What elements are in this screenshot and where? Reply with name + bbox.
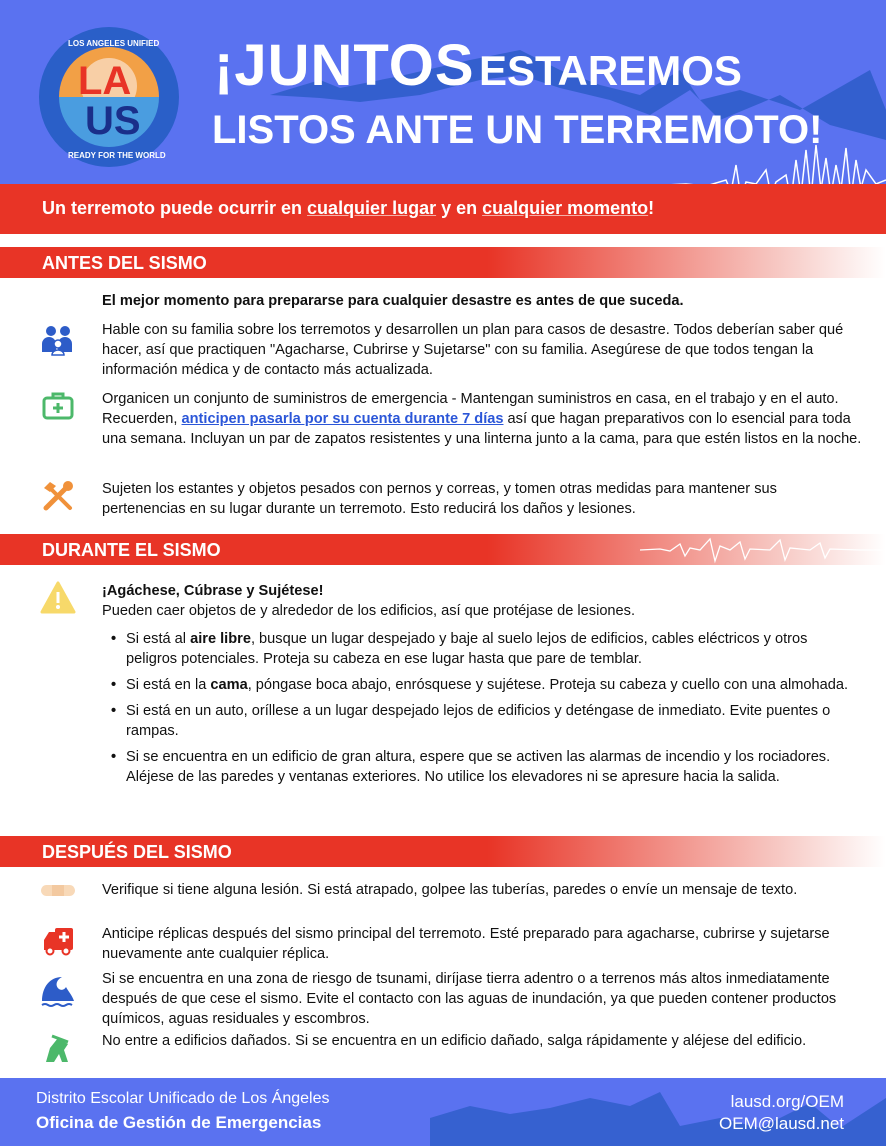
antes-item-1: Hable con su familia sobre los terremotos y desarrollen un plan para casos de desastre. Todos deberían saber qué hacer, así que practiquen "Agacharse, Cubrirse y Sujetarse" con su familia. Asegúrese de que todos tengan la información médica y de contacto más actualizada.: [102, 322, 844, 378]
tools-icon: [40, 478, 76, 514]
antes-item-3: Sujeten los estantes y objetos pesados con pernos y correas, y tomen otras medidas para mantener sus pertenencias en su lugar durante un terremoto. Esto reducirá los daños y lesiones.: [102, 481, 777, 517]
item-text: así que hagan preparativos con lo esencial para toda una semana. Incluyan un par de zapatos resistentes y una linterna junto a la cama, para que estén listos en la noche.: [102, 411, 862, 447]
title-line-1: [214, 32, 742, 99]
section-header-durante: [0, 534, 886, 565]
durante-intro: Pueden caer objetos de y alrededor de los edificios, así que protéjase de lesiones.: [102, 603, 636, 619]
antes-item-2: [102, 389, 862, 449]
title-big: ¡JUNTOS: [214, 33, 475, 98]
svg-text:READY FOR THE WORLD: READY FOR THE WORLD: [68, 151, 166, 160]
mountain-graphic: [430, 1078, 886, 1146]
banner-text: [42, 198, 654, 219]
bullet-item: • Si está en un auto, oríllese a un lugar despejado lejos de edificios y deténgase de inmediato. Evite puentes o rampas.: [102, 701, 862, 741]
durante-title: ¡Agáchese, Cúbrase y Sujétese!: [102, 583, 324, 599]
banner-underline-1: cualquier lugar: [307, 198, 437, 218]
bullet-item: [102, 629, 862, 669]
banner-mid: y en: [436, 198, 483, 218]
seismic-wave-graphic: [640, 534, 886, 565]
bullet-text: Si está al: [126, 631, 191, 647]
section-heading: DESPUÉS DEL SISMO: [42, 842, 232, 862]
durante-content: [102, 581, 862, 793]
section-header-antes: [0, 247, 886, 278]
footer: [0, 1078, 886, 1146]
bullet-item: [102, 675, 862, 695]
footer-office: Oficina de Gestión de Emergencias: [36, 1113, 322, 1132]
header: [0, 0, 886, 184]
first-aid-kit-icon: [40, 388, 76, 424]
bullet-bold: aire libre: [190, 631, 251, 647]
lausd-logo: [38, 26, 180, 168]
banner-underline-2: cualquier momento: [482, 198, 649, 218]
banner-pre: Un terremoto puede ocurrir en: [42, 198, 308, 218]
svg-text:LOS ANGELES UNIFIED: LOS ANGELES UNIFIED: [68, 39, 160, 48]
svg-text:US: US: [85, 99, 141, 143]
footer-url-link[interactable]: lausd.org/OEM: [730, 1092, 844, 1111]
seismic-wave-graphic: [666, 140, 886, 184]
subtitle-banner: [0, 184, 886, 234]
despues-item-2: Anticipe réplicas después del sismo principal del terremoto. Esté preparado para agacharse, cubrirse y sujetarse nuevamente ante cualquier réplica.: [102, 926, 830, 962]
banner-post: !: [648, 198, 655, 218]
section-heading: ANTES DEL SISMO: [42, 253, 207, 273]
bandage-icon: [40, 872, 76, 908]
seven-days-link[interactable]: anticipen pasarla por su cuenta durante 7 días: [181, 411, 504, 427]
durante-bullets: [102, 629, 862, 787]
svg-text:LA: LA: [78, 59, 132, 103]
bullet-item: • Si se encuentra en un edificio de gran altura, espere que se activen las alarmas de incendio y los rociadores. Aléjese de las paredes y ventanas exteriores. No utilice los elevadores ni se apresure hacia la salida.: [102, 747, 862, 787]
footer-email-link[interactable]: OEM@lausd.net: [719, 1114, 844, 1133]
despues-item-1: Verifique si tiene alguna lesión. Si está atrapado, golpee las tuberías, paredes o envíe un mensaje de texto.: [102, 882, 798, 898]
ambulance-icon: [40, 922, 76, 958]
tsunami-wave-icon: [40, 973, 76, 1009]
antes-intro: El mejor momento para prepararse para cualquier desastre es antes de que suceda.: [102, 293, 684, 309]
bullet-text: Si está en la: [126, 677, 211, 693]
item-text: Organicen un conjunto de suministros de emergencia - Mantengan suministros en casa, en el trabajo y en el auto. Recuerden,: [102, 391, 839, 427]
title-line-2: LISTOS ANTE UN TERREMOTO!: [212, 108, 823, 152]
bullet-text: , busque un lugar despejado y baje al suelo lejos de edificios, cables eléctricos y otros peligros potenciales. Proteja su cabeza en ese lugar hasta que pare de temblar.: [126, 631, 808, 667]
warning-icon: [40, 580, 76, 616]
section-header-despues: [0, 836, 886, 867]
family-icon: [40, 322, 76, 358]
bullet-text: , póngase boca abajo, enrósquese y sujétese. Proteja su cabeza y cuello con una almohada.: [247, 677, 849, 693]
bullet-bold: cama: [210, 677, 248, 693]
footer-org: Distrito Escolar Unificado de Los Ángeles: [36, 1090, 330, 1107]
title-small: ESTAREMOS: [478, 47, 742, 94]
despues-item-3: Si se encuentra en una zona de riesgo de tsunami, diríjase tierra adentro o a terrenos más altos inmediatamente después de que cese el sismo. Evite el contacto con las aguas de inundación, ya que pueden contener productos químicos, aguas residuales y escombros.: [102, 971, 837, 1027]
damaged-building-icon: [40, 1030, 76, 1066]
despues-item-4: No entre a edificios dañados. Si se encuentra en un edificio dañado, salga rápidamente y aléjese del edificio.: [102, 1033, 807, 1049]
section-heading: DURANTE EL SISMO: [42, 540, 221, 560]
